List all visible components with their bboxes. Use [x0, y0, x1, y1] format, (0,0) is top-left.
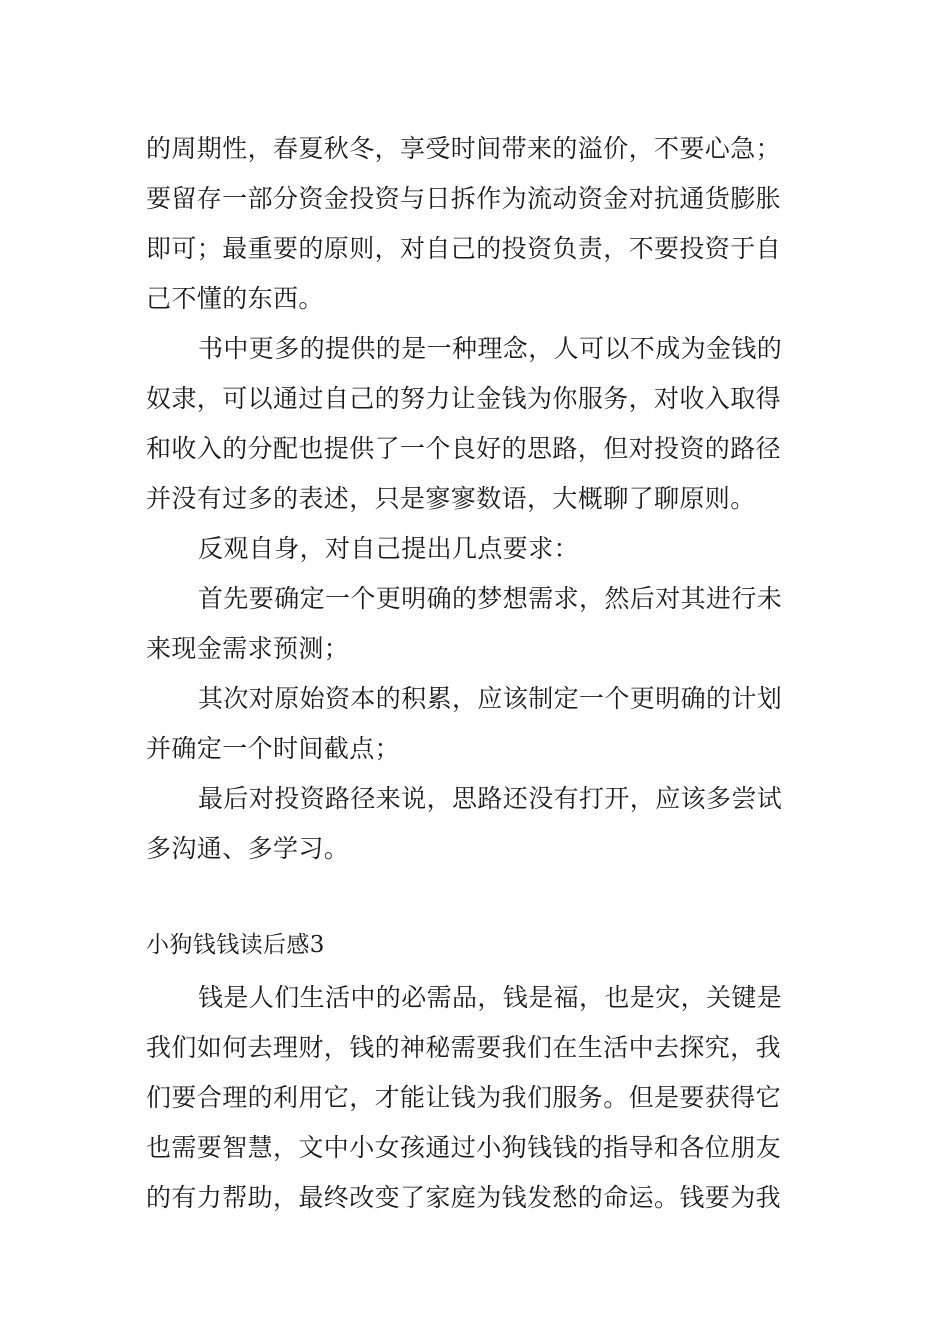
text-line: 己不懂的东西。	[146, 284, 324, 313]
text-line: 的周期性，春夏秋冬，享受时间带来的溢价，不要心急；	[146, 134, 782, 163]
text-line: 的有力帮助，最终改变了家庭为钱发愁的命运。钱要为我	[146, 1183, 782, 1212]
text-line: 来现金需求预测；	[146, 634, 350, 663]
text-line: 并确定一个时间截点；	[146, 734, 401, 763]
text-line: 并没有过多的表述，只是寥寥数语，大概聊了聊原则。	[146, 484, 756, 513]
text-line: 即可；最重要的原则，对自己的投资负责，不要投资于自	[146, 234, 782, 263]
text-line: 要留存一部分资金投资与日拆作为流动资金对抗通货膨胀	[146, 184, 782, 213]
text-line: 也需要智慧，文中小女孩通过小狗钱钱的指导和各位朋友	[146, 1133, 782, 1162]
text-line: 书中更多的提供的是一种理念，人可以不成为金钱的	[198, 334, 783, 363]
text-line: 钱是人们生活中的必需品，钱是福，也是灾，关键是	[198, 983, 783, 1012]
text-line: 反观自身，对自己提出几点要求：	[198, 534, 580, 563]
text-line: 多沟通、多学习。	[146, 834, 350, 863]
text-line: 们要合理的利用它，才能让钱为我们服务。但是要获得它	[146, 1083, 782, 1112]
text-line: 奴隶，可以通过自己的努力让金钱为你服务，对收入取得	[146, 384, 782, 413]
text-line: 首先要确定一个更明确的梦想需求，然后对其进行未	[198, 584, 783, 613]
text-line: 我们如何去理财，钱的神秘需要我们在生活中去探究，我	[146, 1033, 782, 1062]
text-line: 其次对原始资本的积累，应该制定一个更明确的计划	[198, 684, 783, 713]
text-line: 最后对投资路径来说，思路还没有打开，应该多尝试	[198, 784, 783, 813]
section-heading: 小狗钱钱读后感3	[146, 932, 325, 958]
text-line: 和收入的分配也提供了一个良好的思路，但对投资的路径	[146, 434, 782, 463]
